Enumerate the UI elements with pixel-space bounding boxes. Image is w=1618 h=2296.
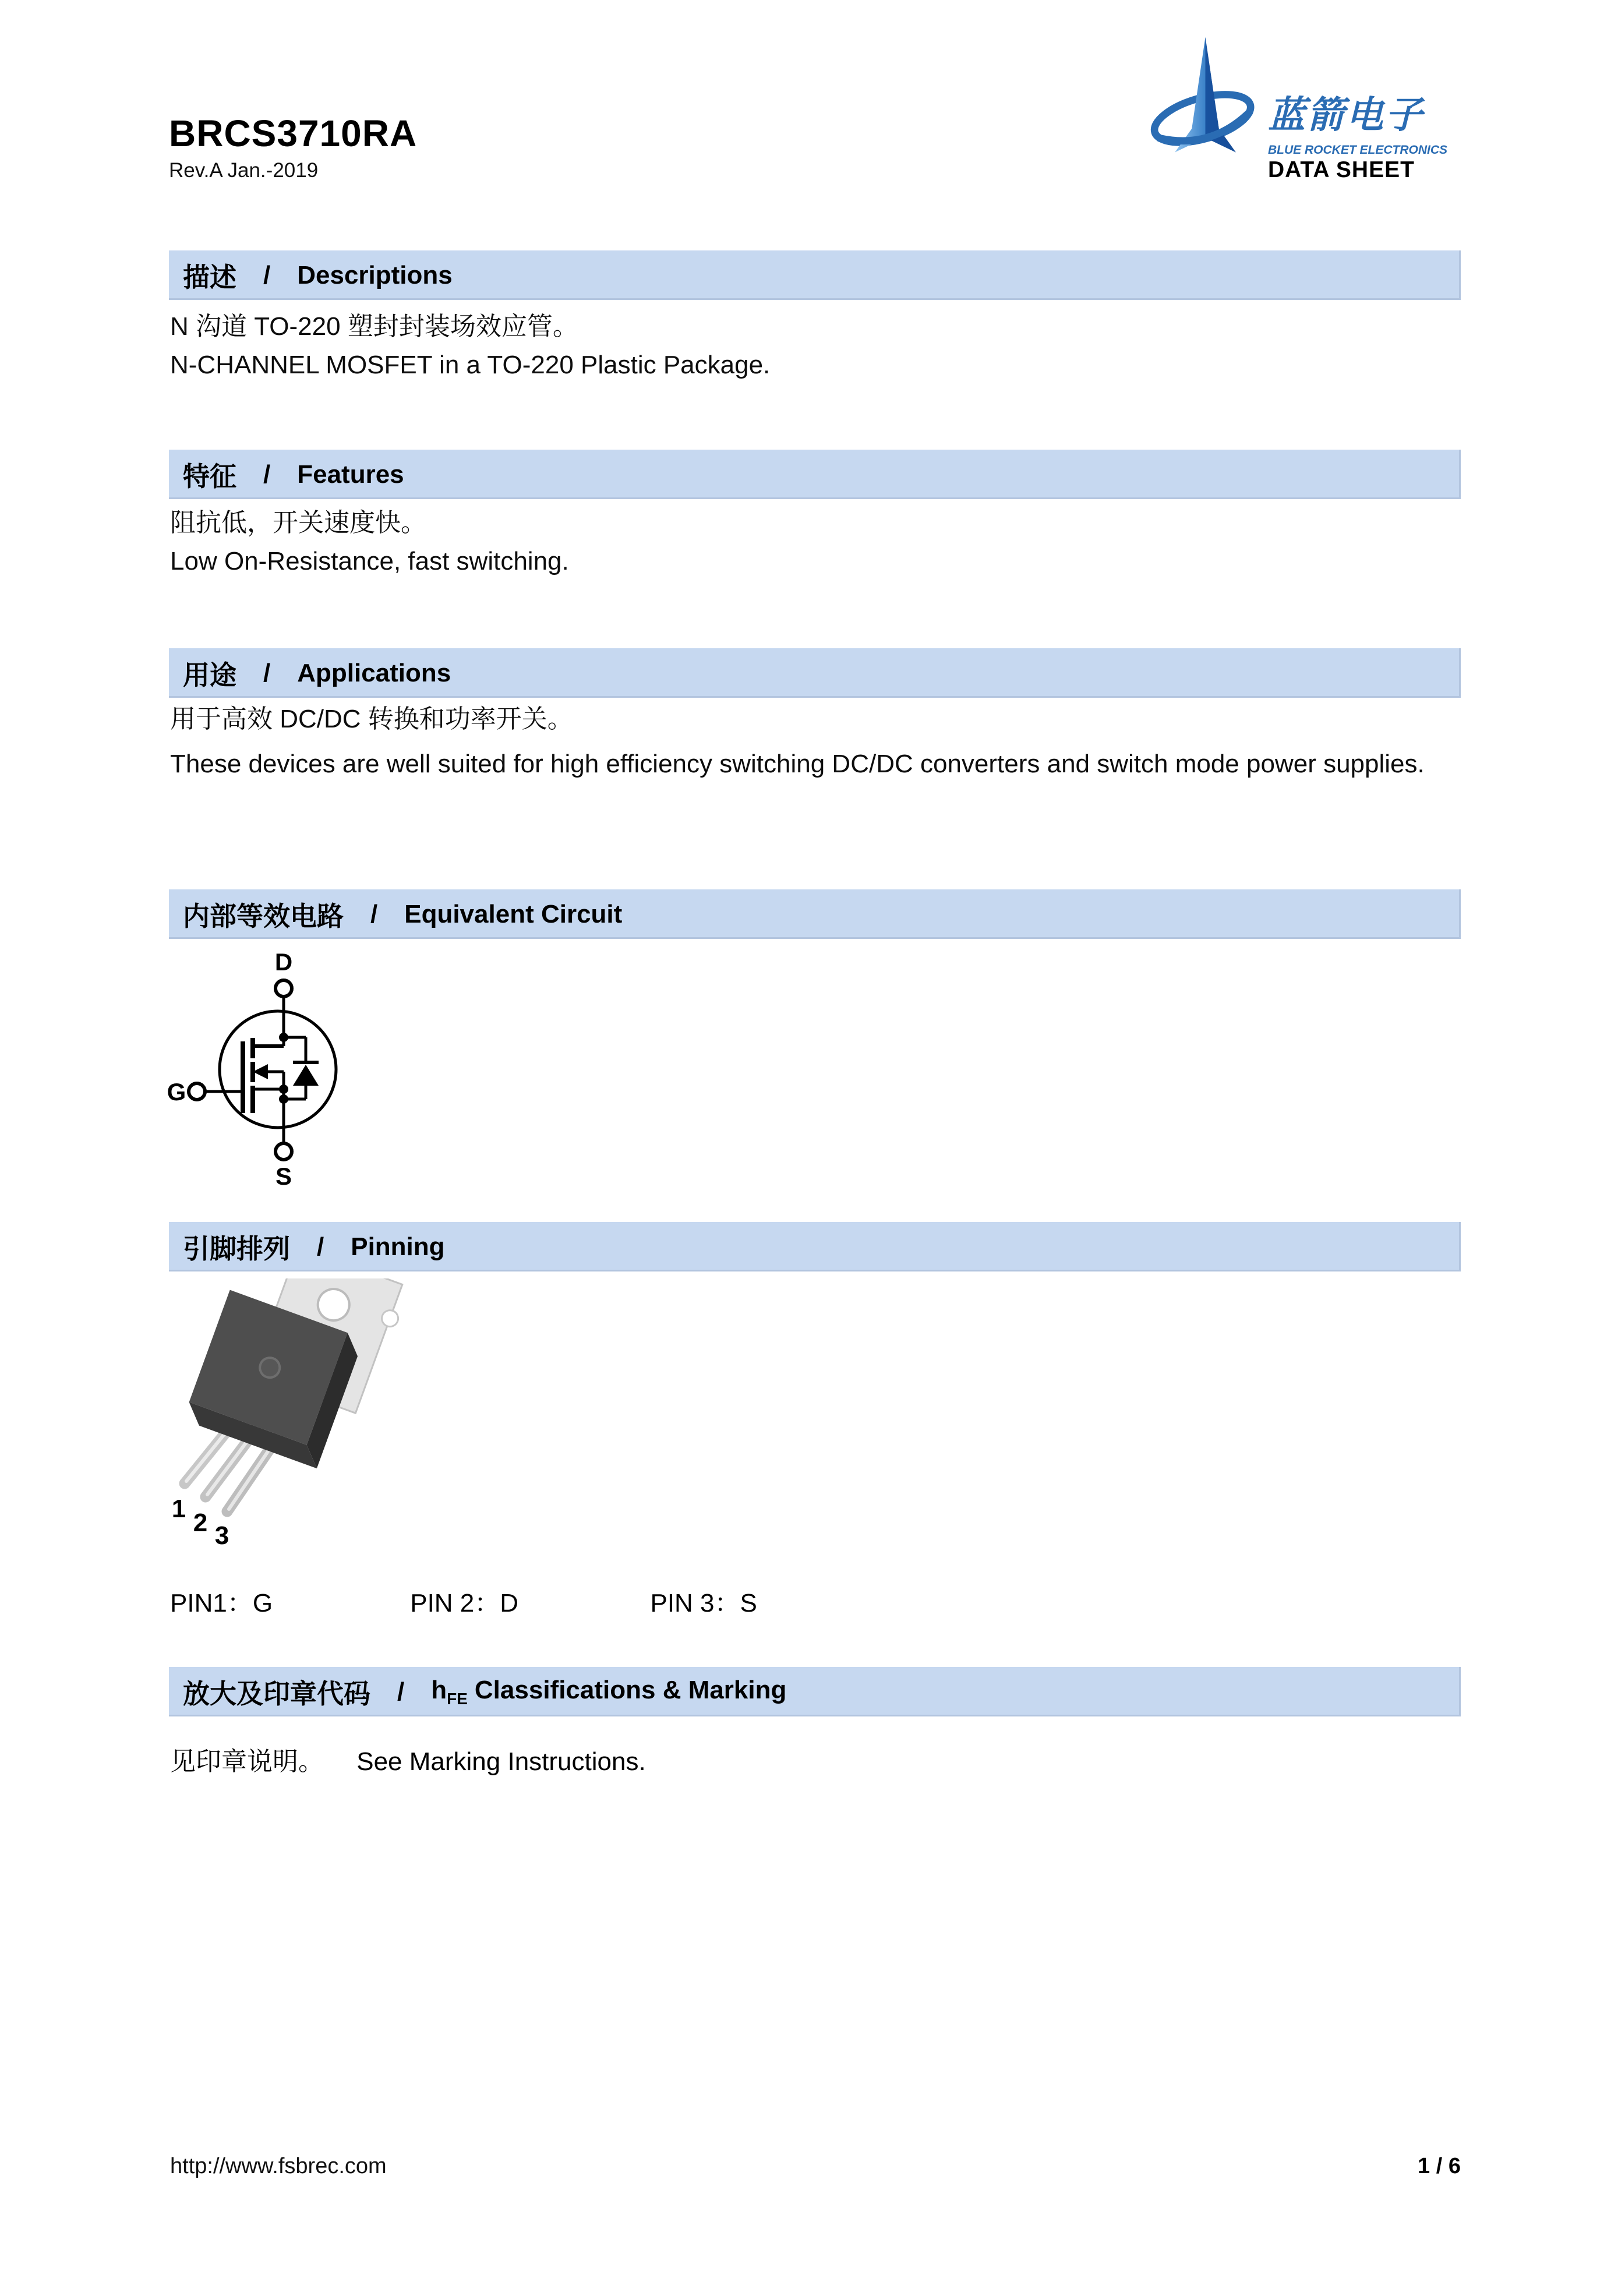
section-title-separator: / — [370, 899, 378, 928]
gate-terminal-label: G — [167, 1078, 186, 1105]
descriptions-body — [170, 308, 1462, 384]
applications-line-cn: 用于高效 DC/DC 转换和功率开关。 — [170, 705, 573, 733]
section-title-en: Descriptions — [297, 260, 453, 289]
section-title-cn: 放大及印章代码 — [183, 1678, 370, 1709]
section-title-separator: / — [317, 1232, 324, 1261]
marking-note-cn: 见印章说明。 — [170, 1747, 324, 1776]
pin-assignment-row — [170, 1582, 1462, 1619]
logo-name-en: BLUE ROCKET ELECTRONICS — [1268, 143, 1448, 157]
rocket-logo-icon — [1149, 34, 1262, 181]
section-title-en: Pinning — [351, 1232, 445, 1261]
descriptions-line-cn: N 沟道 TO-220 塑封封装场效应管。 — [170, 312, 578, 341]
section-header-equivalent-circuit — [169, 889, 1461, 939]
header-title-block — [169, 114, 417, 182]
pin-number-3: 3 — [214, 1521, 229, 1550]
descriptions-line-en: N-CHANNEL MOSFET in a TO-220 Plastic Package. — [170, 351, 771, 379]
pin2-assignment: PIN 2：D — [410, 1589, 519, 1617]
section-header-marking — [169, 1667, 1461, 1716]
section-title-separator: / — [397, 1677, 405, 1706]
drain-terminal-label: D — [274, 948, 293, 976]
section-title-separator: / — [263, 460, 271, 489]
pin-number-1: 1 — [171, 1495, 186, 1523]
section-header-descriptions — [169, 250, 1461, 300]
pin1-assignment: PIN1：G — [170, 1589, 273, 1617]
applications-body — [170, 697, 1462, 786]
pin-number-2: 2 — [193, 1509, 208, 1537]
company-logo — [1149, 34, 1463, 191]
section-title-en: Equivalent Circuit — [404, 899, 623, 928]
section-header-applications — [169, 648, 1461, 698]
section-header-features — [169, 450, 1461, 499]
section-header-pinning — [169, 1222, 1461, 1271]
section-title-en: Applications — [297, 658, 451, 687]
applications-line-en: These devices are well suited for high efficiency switching DC/DC converters and switch mode power supplies. — [170, 750, 1425, 778]
datasheet-label: DATA SHEET — [1268, 157, 1415, 182]
logo-name-cn: 蓝箭电子 — [1268, 94, 1424, 136]
logo-text-block — [1268, 85, 1460, 157]
section-title-cn: 内部等效电路 — [183, 900, 344, 931]
section-title-cn: 描述 — [183, 262, 236, 292]
marking-note — [170, 1740, 646, 1778]
revision-label: Rev.A Jan.-2019 — [169, 159, 319, 182]
mosfet-equivalent-circuit-diagram — [150, 942, 348, 1193]
section-title-separator: / — [263, 260, 271, 289]
pin3-assignment: PIN 3：S — [650, 1589, 757, 1617]
section-title-en: Features — [297, 460, 404, 489]
source-terminal-label: S — [275, 1163, 292, 1190]
section-title-cn: 引脚排列 — [183, 1233, 290, 1264]
to220-package-image — [163, 1278, 419, 1570]
features-body — [170, 504, 1462, 581]
marking-note-en: See Marking Instructions. — [356, 1747, 646, 1776]
footer-website-url: http://www.fsbrec.com — [170, 2154, 387, 2178]
section-title-cn: 特征 — [183, 461, 236, 492]
section-title-cn: 用途 — [183, 659, 236, 690]
footer-page-number: 1 / 6 — [1418, 2154, 1461, 2178]
features-line-en: Low On-Resistance, fast switching. — [170, 547, 569, 575]
section-title-separator: / — [263, 658, 271, 687]
features-line-cn: 阻抗低，开关速度快。 — [170, 508, 426, 537]
section-title-en: $h_{FE}$ Classifications & Marking — [431, 1675, 787, 1708]
part-number: BRCS3710RA — [169, 112, 418, 154]
